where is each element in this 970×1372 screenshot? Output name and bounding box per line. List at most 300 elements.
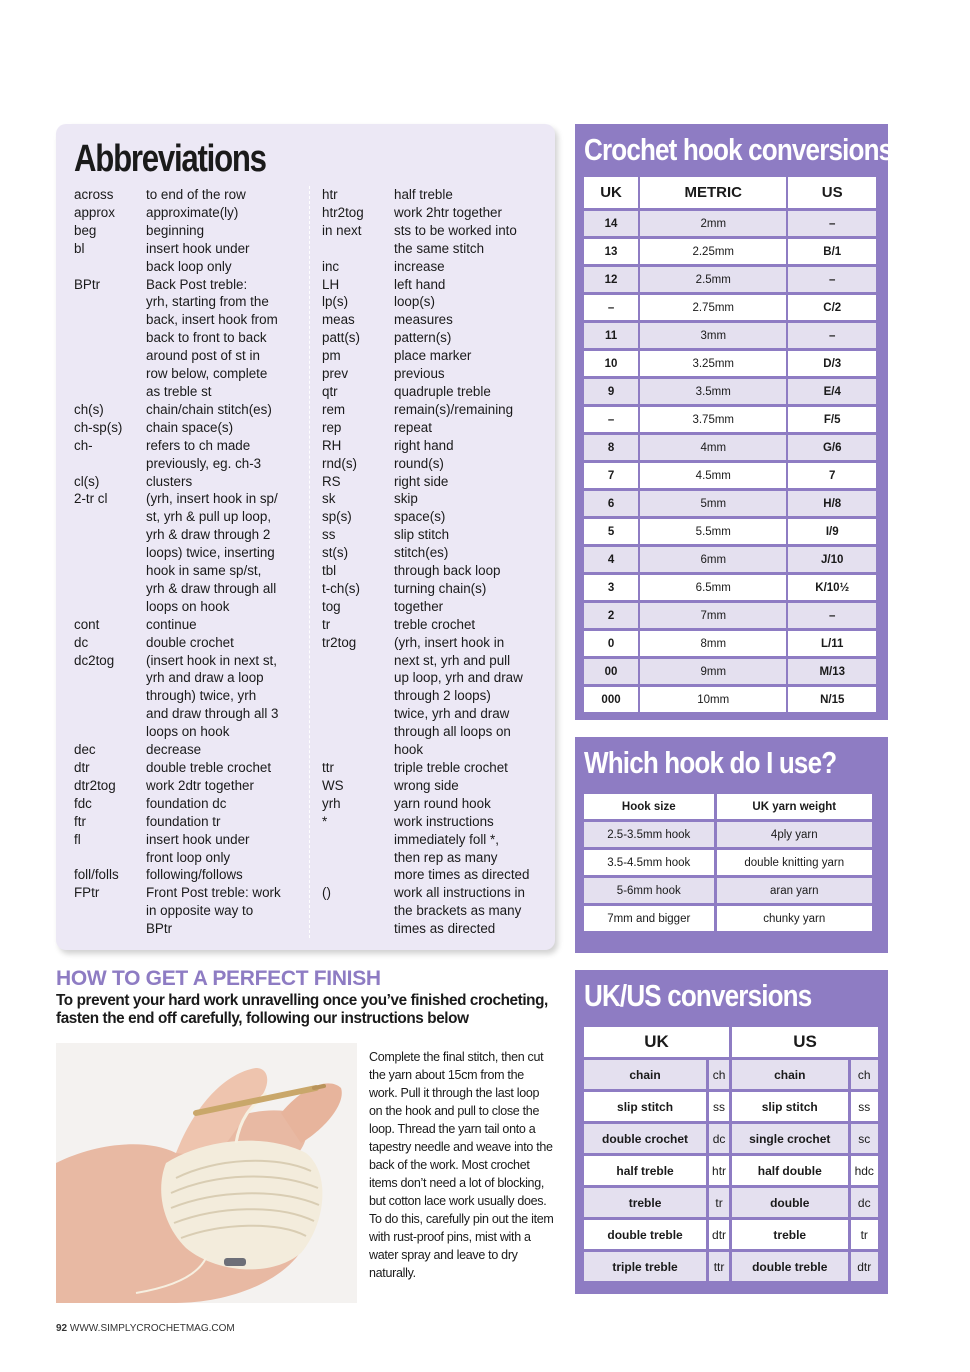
abbreviation-term: yrh <box>322 795 341 811</box>
table-cell: 2 <box>584 603 638 628</box>
table-row <box>584 850 872 875</box>
table-cell: – <box>786 211 876 236</box>
table-cell: L/11 <box>786 631 876 656</box>
table-cell: 3 <box>584 575 638 600</box>
table-cell: – <box>584 407 638 432</box>
abbreviation-definition: insert hook under back loop only <box>146 240 250 274</box>
table-row <box>584 351 876 376</box>
abbreviation-definition: clusters <box>146 473 193 489</box>
abbreviation-definition: right hand <box>394 437 454 453</box>
abbreviation-entry <box>322 508 547 526</box>
abbreviation-entry <box>322 204 547 222</box>
table-cell: tr <box>851 1220 879 1249</box>
abbreviation-term: 2-tr cl <box>74 491 108 507</box>
abbreviation-definition: work all instructions in the brackets as many times as directed <box>394 885 525 937</box>
table-cell: half treble <box>584 1156 706 1185</box>
ukus-table <box>581 1024 881 1284</box>
abbreviation-term: dc <box>74 634 89 650</box>
table-row <box>584 379 876 404</box>
table-cell: 2.75mm <box>638 295 786 320</box>
abbreviation-entry <box>322 473 547 491</box>
table-cell: double treble <box>732 1252 848 1281</box>
table-cell: 5.5mm <box>638 519 786 544</box>
table-cell: 3.25mm <box>638 351 786 376</box>
table-cell: J/10 <box>786 547 876 572</box>
abbreviation-entry <box>74 401 304 419</box>
table-row <box>584 323 876 348</box>
table-cell: ch <box>709 1060 729 1089</box>
table-cell: slip stitch <box>584 1092 706 1121</box>
abbreviation-term: rnd(s) <box>322 455 357 471</box>
table-cell: C/2 <box>786 295 876 320</box>
abbreviation-definition: work 2dtr together <box>146 777 254 793</box>
table-cell: 6.5mm <box>638 575 786 600</box>
abbreviation-term: patt(s) <box>322 330 360 346</box>
table-row <box>584 822 872 847</box>
abbreviation-definition: beginning <box>146 222 205 238</box>
hand-holding-crochet-image <box>56 1043 357 1303</box>
table-cell: E/4 <box>786 379 876 404</box>
abbreviation-definition: refers to ch made previously, eg. ch-3 <box>146 437 262 471</box>
table-cell: N/15 <box>786 687 876 712</box>
table-row <box>584 906 872 931</box>
table-cell: triple treble <box>584 1252 706 1281</box>
table-cell: K/10½ <box>786 575 876 600</box>
abbreviation-entry <box>322 437 547 455</box>
abbreviation-entry <box>322 419 547 437</box>
abbreviation-term: LH <box>322 276 340 292</box>
abbreviation-definition: space(s) <box>394 509 446 525</box>
abbreviation-term: qtr <box>322 383 338 399</box>
table-cell: 0 <box>584 631 638 656</box>
abbreviations-panel <box>56 124 555 950</box>
finish-heading: HOW TO GET A PERFECT FINISH <box>56 967 381 990</box>
table-cell: 4 <box>584 547 638 572</box>
hook-conversions-title: Crochet hook conversions <box>584 132 893 167</box>
table-cell: 6mm <box>638 547 786 572</box>
which-hook-box <box>575 737 888 953</box>
abbreviations-column-1 <box>74 186 304 938</box>
table-cell: 13 <box>584 239 638 264</box>
table-cell: double crochet <box>584 1124 706 1153</box>
table-row <box>584 239 876 264</box>
table-cell: 000 <box>584 687 638 712</box>
abbreviation-term: t-ch(s) <box>322 580 360 596</box>
abbreviation-entry <box>322 455 547 473</box>
abbreviation-entry <box>74 741 304 759</box>
abbreviation-term: inc <box>322 258 340 274</box>
table-row <box>584 575 876 600</box>
table-row <box>584 211 876 236</box>
table-row <box>584 1252 878 1281</box>
table-cell: – <box>786 603 876 628</box>
abbreviation-term: tr <box>322 616 331 632</box>
table-cell: dtr <box>709 1220 729 1249</box>
abbreviation-term: ftr <box>74 813 86 829</box>
abbreviation-definition: foundation tr <box>146 813 221 829</box>
table-cell: 11 <box>584 323 638 348</box>
abbreviation-term: dtr <box>74 760 90 775</box>
table-header: METRIC <box>638 177 786 208</box>
abbreviation-term: tbl <box>322 563 337 579</box>
table-cell: ss <box>851 1092 879 1121</box>
abbreviation-entry <box>74 652 304 742</box>
abbreviation-term: pm <box>322 348 341 364</box>
table-row <box>584 519 876 544</box>
abbreviation-entry <box>322 526 547 544</box>
crochet-photo <box>56 1043 357 1303</box>
abbreviation-definition: sts to be worked into the same stitch <box>394 222 517 256</box>
abbreviation-definition: (insert hook in next st, yrh and draw a loop through) twice, yrh and draw through all 3 loops on hook <box>146 652 279 740</box>
abbreviation-term: prev <box>322 366 349 382</box>
table-cell: 4ply yarn <box>717 822 872 847</box>
abbreviation-entry <box>74 473 304 491</box>
abbreviation-term: sk <box>322 491 336 507</box>
abbreviation-term: () <box>322 885 331 901</box>
abbreviation-entry <box>322 186 547 204</box>
abbreviation-definition: foundation dc <box>146 795 227 811</box>
abbreviation-definition: yarn round hook <box>394 795 491 811</box>
table-cell: 2.5mm <box>638 267 786 292</box>
table-cell: 5 <box>584 519 638 544</box>
table-cell: 10mm <box>638 687 786 712</box>
table-cell: 7 <box>786 463 876 488</box>
table-cell: 2.5-3.5mm hook <box>584 822 714 847</box>
abbreviation-entry <box>322 293 547 311</box>
abbreviation-definition: loop(s) <box>394 294 435 310</box>
abbreviation-definition: right side <box>394 473 449 489</box>
abbreviation-term: approx <box>74 204 115 220</box>
table-cell: dc <box>851 1188 879 1217</box>
abbreviation-entry <box>322 777 547 795</box>
abbreviation-term: cont <box>74 616 100 632</box>
table-cell: chain <box>732 1060 848 1089</box>
table-row <box>584 878 872 903</box>
table-header: US <box>732 1027 878 1057</box>
abbreviation-definition: measures <box>394 312 453 328</box>
abbreviation-definition: approximate(ly) <box>146 204 239 220</box>
abbreviation-definition: quadruple treble <box>394 383 491 399</box>
abbreviation-term: RH <box>322 437 342 453</box>
column-divider <box>309 186 310 938</box>
table-header: UK yarn weight <box>717 794 872 819</box>
abbreviation-term: dec <box>74 742 96 758</box>
table-row <box>584 603 876 628</box>
abbreviation-definition: double treble crochet <box>146 760 272 775</box>
abbreviation-term: fdc <box>74 795 92 811</box>
table-cell: I/9 <box>786 519 876 544</box>
table-row <box>584 1092 878 1121</box>
abbreviations-column-2 <box>322 186 547 938</box>
table-header: US <box>786 177 876 208</box>
table-row <box>584 659 876 684</box>
finish-intro: To prevent your hard work unravelling once you’ve finished crocheting, fasten the end off carefully, following our instructions below <box>56 992 548 1027</box>
table-row <box>584 1188 878 1217</box>
abbreviation-entry <box>322 544 547 562</box>
abbreviation-term: sp(s) <box>322 509 352 525</box>
table-cell: B/1 <box>786 239 876 264</box>
abbreviation-term: rep <box>322 419 342 435</box>
finish-body-text: Complete the final stitch, then cut the yarn about 15cm from the work. Pull it through the last loop on the hook and pull to close the loop. Thread the yarn tail onto a tapestry needle and weave into the back of the work. Most crochet items don’t need a lot of blocking, but cotton lace work usually does. To do this, carefully pin out the item with rust-proof pins, mist with a water spray and leave to dry naturally. <box>369 1050 554 1280</box>
table-row <box>584 1124 878 1153</box>
abbreviation-entry <box>322 401 547 419</box>
table-row <box>584 463 876 488</box>
table-cell: ttr <box>709 1252 729 1281</box>
abbreviation-term: fl <box>74 831 81 847</box>
table-row <box>584 435 876 460</box>
table-row <box>584 547 876 572</box>
abbreviation-entry <box>74 276 304 401</box>
abbreviation-term: foll/folls <box>74 867 119 883</box>
table-row <box>584 491 876 516</box>
table-cell: 2mm <box>638 211 786 236</box>
abbreviation-definition: stitch(es) <box>394 545 449 561</box>
table-cell: dc <box>709 1124 729 1153</box>
abbreviation-term: cl(s) <box>74 473 100 489</box>
abbreviation-entry <box>322 580 547 598</box>
abbreviation-definition: skip <box>394 491 418 507</box>
table-row <box>584 1220 878 1249</box>
abbreviation-entry <box>74 616 304 634</box>
abbreviation-term: FPtr <box>74 885 100 901</box>
abbreviation-term: htr <box>322 187 338 202</box>
abbreviation-entry <box>322 598 547 616</box>
table-cell: 9mm <box>638 659 786 684</box>
abbreviation-entry <box>322 884 547 938</box>
table-cell: 3mm <box>638 323 786 348</box>
table-row <box>584 295 876 320</box>
table-cell: slip stitch <box>732 1092 848 1121</box>
table-cell: treble <box>584 1188 706 1217</box>
abbreviation-term: tog <box>322 598 341 614</box>
abbreviation-definition: Back Post treble: yrh, starting from the back, insert hook from back to front to back around post of st in row below, complete as treble st <box>146 276 278 399</box>
table-cell: 12 <box>584 267 638 292</box>
abbreviation-term: ch(s) <box>74 401 104 417</box>
abbreviation-definition: treble crochet <box>394 616 476 632</box>
which-hook-title: Which hook do I use? <box>584 745 837 780</box>
abbreviation-entry <box>322 329 547 347</box>
abbreviation-entry <box>74 813 304 831</box>
abbreviation-entry <box>322 258 547 276</box>
table-cell: tr <box>709 1188 729 1217</box>
abbreviation-definition: chain/chain stitch(es) <box>146 401 272 417</box>
abbreviation-term: RS <box>322 473 341 489</box>
abbreviation-definition: increase <box>394 258 445 274</box>
abbreviation-definition: to end of the row <box>146 187 246 202</box>
abbreviation-term: dtr2tog <box>74 777 116 793</box>
abbreviation-definition: (yrh, insert hook in sp/ st, yrh & pull up loop, yrh & draw through 2 loops) twice, inserting hook in same sp/st, yrh & draw through all loops on hook <box>146 491 278 614</box>
abbreviation-term: ttr <box>322 760 334 775</box>
abbreviation-definition: chain space(s) <box>146 419 234 435</box>
abbreviation-definition: together <box>394 598 444 614</box>
abbreviation-entry <box>322 276 547 294</box>
abbreviation-entry <box>322 222 547 258</box>
abbreviation-definition: previous <box>394 366 445 382</box>
table-cell: 14 <box>584 211 638 236</box>
abbreviation-term: dc2tog <box>74 652 115 668</box>
table-cell: 8mm <box>638 631 786 656</box>
abbreviation-definition: work instructions immediately foll *, then rep as many more times as directed <box>394 813 530 883</box>
abbreviation-entry <box>74 419 304 437</box>
table-cell: – <box>584 295 638 320</box>
abbreviation-term: lp(s) <box>322 294 349 310</box>
table-cell: 2.25mm <box>638 239 786 264</box>
abbreviation-definition: remain(s)/remaining <box>394 401 514 417</box>
abbreviation-entry <box>74 490 304 615</box>
table-cell: 3.5-4.5mm hook <box>584 850 714 875</box>
abbreviation-entry <box>74 831 304 867</box>
abbreviation-definition: Front Post treble: work in opposite way to BPtr <box>146 885 281 937</box>
table-cell: 5mm <box>638 491 786 516</box>
abbreviation-definition: following/follows <box>146 867 243 883</box>
table-cell: half double <box>732 1156 848 1185</box>
abbreviation-entry <box>322 383 547 401</box>
abbreviation-definition: slip stitch <box>394 527 450 543</box>
website-url: WWW.SIMPLYCROCHETMAG.COM <box>69 1323 235 1334</box>
abbreviation-term: across <box>74 187 114 202</box>
abbreviation-term: ch- <box>74 437 93 453</box>
abbreviation-entry <box>322 562 547 580</box>
table-cell: aran yarn <box>717 878 872 903</box>
table-cell: H/8 <box>786 491 876 516</box>
abbreviation-entry <box>322 347 547 365</box>
abbreviation-definition: continue <box>146 616 197 632</box>
page-number: 92 <box>56 1323 68 1334</box>
abbreviation-definition: pattern(s) <box>394 330 452 346</box>
abbreviation-entry <box>74 759 304 777</box>
table-cell: 7mm and bigger <box>584 906 714 931</box>
abbreviation-definition: left hand <box>394 276 446 292</box>
page-footer <box>56 1323 235 1334</box>
table-cell: F/5 <box>786 407 876 432</box>
abbreviation-term: tr2tog <box>322 634 357 650</box>
abbreviation-entry <box>322 813 547 885</box>
abbreviation-entry <box>74 222 304 240</box>
table-row <box>584 1060 878 1089</box>
abbreviation-definition: triple treble crochet <box>394 760 508 775</box>
abbreviation-definition: repeat <box>394 419 432 435</box>
abbreviation-term: BPtr <box>74 276 101 292</box>
table-cell: 9 <box>584 379 638 404</box>
abbreviation-definition: double crochet <box>146 634 234 650</box>
table-cell: 10 <box>584 351 638 376</box>
abbreviation-term: WS <box>322 777 344 793</box>
table-cell: 4mm <box>638 435 786 460</box>
table-cell: 4.5mm <box>638 463 786 488</box>
abbreviation-term: bl <box>74 240 85 256</box>
ukus-conversions-box <box>575 970 888 1294</box>
which-hook-table <box>581 791 875 934</box>
abbreviation-entry <box>322 490 547 508</box>
abbreviation-definition: wrong side <box>394 777 459 793</box>
hook-conversions-table <box>584 174 876 715</box>
table-cell: double <box>732 1188 848 1217</box>
table-cell: sc <box>851 1124 879 1153</box>
abbreviation-term: rem <box>322 401 346 417</box>
abbreviation-definition: round(s) <box>394 455 444 471</box>
abbreviation-term: ch-sp(s) <box>74 419 123 435</box>
abbreviation-entry <box>322 634 547 759</box>
table-cell: single crochet <box>732 1124 848 1153</box>
abbreviation-term: meas <box>322 312 355 328</box>
table-cell: 5-6mm hook <box>584 878 714 903</box>
table-cell: double treble <box>584 1220 706 1249</box>
table-row <box>584 267 876 292</box>
abbreviation-definition: (yrh, insert hook in next st, yrh and pull up loop, yrh and draw through 2 loops) twice, yrh and draw through all loops on hook <box>394 634 523 758</box>
abbreviation-entry <box>74 777 304 795</box>
abbreviation-entry <box>74 795 304 813</box>
table-cell: M/13 <box>786 659 876 684</box>
abbreviation-term: htr2tog <box>322 204 364 220</box>
table-cell: htr <box>709 1156 729 1185</box>
table-cell: chain <box>584 1060 706 1089</box>
table-cell: G/6 <box>786 435 876 460</box>
table-row <box>584 407 876 432</box>
table-header: Hook size <box>584 794 714 819</box>
table-cell: dtr <box>851 1252 879 1281</box>
abbreviation-definition: work 2htr together <box>394 204 502 220</box>
table-cell: chunky yarn <box>717 906 872 931</box>
table-cell: ch <box>851 1060 879 1089</box>
table-cell: 7mm <box>638 603 786 628</box>
abbreviation-entry <box>74 186 304 204</box>
abbreviation-entry <box>74 884 304 938</box>
abbreviation-entry <box>74 866 304 884</box>
table-cell: 7 <box>584 463 638 488</box>
table-cell: 3.5mm <box>638 379 786 404</box>
table-cell: double knitting yarn <box>717 850 872 875</box>
table-row <box>584 631 876 656</box>
abbreviation-entry <box>322 795 547 813</box>
abbreviation-definition: turning chain(s) <box>394 580 487 596</box>
abbreviation-entry <box>74 204 304 222</box>
table-header: UK <box>584 177 638 208</box>
abbreviation-definition: insert hook under front loop only <box>146 831 250 865</box>
table-header: UK <box>584 1027 729 1057</box>
table-cell: hdc <box>851 1156 879 1185</box>
abbreviations-title: Abbreviations <box>74 138 266 180</box>
table-cell: – <box>786 267 876 292</box>
table-cell: 00 <box>584 659 638 684</box>
table-cell: – <box>786 323 876 348</box>
abbreviation-entry <box>322 311 547 329</box>
table-cell: 6 <box>584 491 638 516</box>
table-cell: 8 <box>584 435 638 460</box>
abbreviation-entry <box>74 437 304 473</box>
table-cell: treble <box>732 1220 848 1249</box>
abbreviation-definition: place marker <box>394 348 472 364</box>
ukus-title: UK/US conversions <box>584 978 812 1013</box>
abbreviation-term: beg <box>74 222 97 238</box>
table-row <box>584 1156 878 1185</box>
abbreviation-term: ss <box>322 527 336 543</box>
abbreviation-term: in next <box>322 222 362 238</box>
abbreviation-entry <box>322 616 547 634</box>
abbreviation-term: st(s) <box>322 545 349 561</box>
abbreviation-term: * <box>322 813 328 829</box>
table-cell: D/3 <box>786 351 876 376</box>
abbreviation-entry <box>74 634 304 652</box>
abbreviation-entry <box>74 240 304 276</box>
abbreviation-entry <box>322 365 547 383</box>
abbreviation-definition: through back loop <box>394 563 501 579</box>
abbreviation-entry <box>322 759 547 777</box>
table-cell: 3.75mm <box>638 407 786 432</box>
table-row <box>584 687 876 712</box>
abbreviation-definition: half treble <box>394 187 453 202</box>
abbreviation-definition: decrease <box>146 742 202 758</box>
table-cell: ss <box>709 1092 729 1121</box>
